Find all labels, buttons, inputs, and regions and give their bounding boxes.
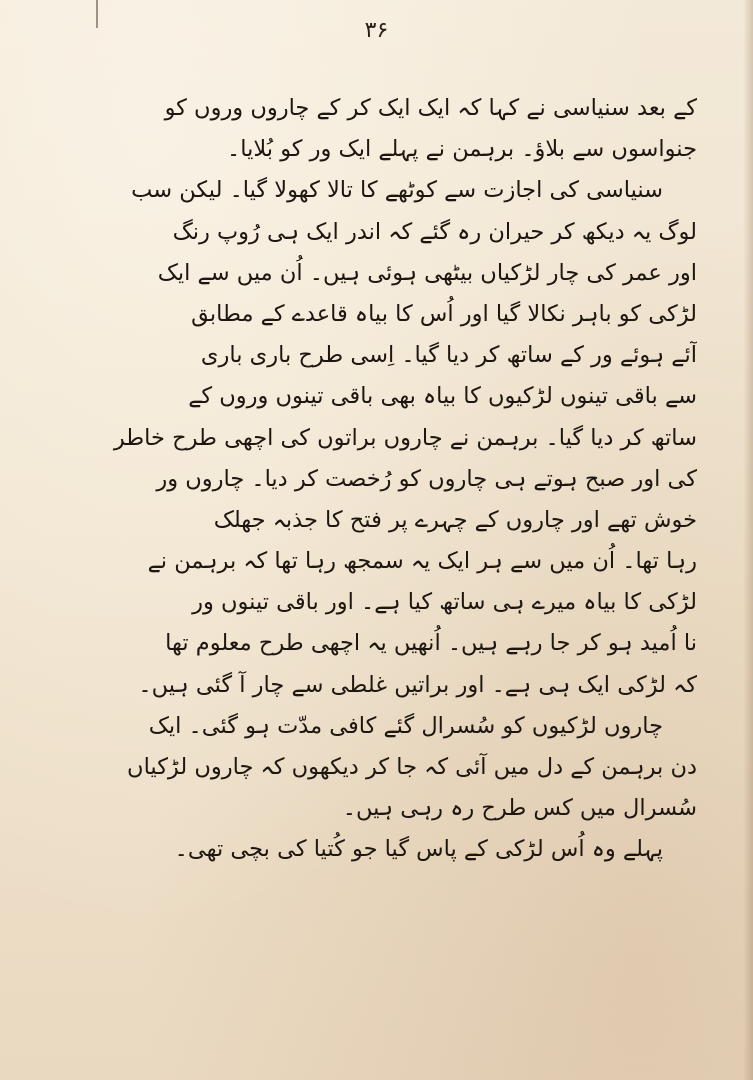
text-line: ساتھ کر دیا گیا۔ برہمن نے چاروں براتوں کی اچھی طرح خاطر bbox=[113, 424, 697, 451]
text-line: چاروں لڑکیوں کو سُسرال گئے کافی مدّت ہو گئی۔ ایک bbox=[148, 712, 663, 739]
text-line: سے باقی تینوں لڑکیوں کا بیاہ بھی باقی تینوں وروں کے bbox=[188, 383, 697, 410]
text-line: جنواسوں سے بلاؤ۔ برہمن نے پہلے ایک ور کو بُلایا۔ bbox=[227, 136, 697, 163]
text-line: آئے ہوئے ور کے ساتھ کر دیا گیا۔ اِسی طرح باری باری bbox=[200, 342, 697, 369]
text-line: لڑکی کو باہر نکالا گیا اور اُس کا بیاہ قاعدے کے مطابق bbox=[191, 300, 697, 327]
text-line: کہ لڑکی ایک ہی ہے۔ اور براتیں غلطی سے چار آ گئی ہیں۔ bbox=[138, 671, 697, 698]
text-line: رہا تھا۔ اُن میں سے ہر ایک یہ سمجھ رہا تھا کہ برہمن نے bbox=[147, 548, 697, 575]
text-line: اور عمر کی چار لڑکیاں بیٹھی ہوئی ہیں۔ اُن میں سے ایک bbox=[157, 259, 697, 286]
text-line: کے بعد سنیاسی نے کہا کہ ایک ایک کر کے چاروں وروں کو bbox=[164, 95, 697, 121]
text-line: لڑکی کا بیاہ میرے ہی ساتھ کیا ہے۔ اور باقی تینوں ور bbox=[192, 589, 697, 616]
text-line: سنیاسی کی اجازت سے کوٹھے کا تالا کھولا گیا۔ لیکن سب bbox=[131, 177, 663, 204]
text-line: لوگ یہ دیکھ کر حیران رہ گئے کہ اندر ایک ہی رُوپ رنگ bbox=[172, 218, 697, 245]
body-text bbox=[52, 88, 697, 988]
text-line: پہلے وہ اُس لڑکی کے پاس گیا جو کُتیا کی بچی تھی۔ bbox=[174, 836, 663, 863]
text-line: نا اُمید ہو کر جا رہے ہیں۔ اُنھیں یہ اچھی طرح معلوم تھا bbox=[165, 630, 697, 657]
page-number: ۳۶ bbox=[364, 18, 389, 43]
page-edge-shadow bbox=[743, 0, 753, 1080]
text-line: سُسرال میں کس طرح رہ رہی ہیں۔ bbox=[342, 795, 697, 822]
text-line: دن برہمن کے دل میں آئی کہ جا کر دیکھوں کہ چاروں لڑکیاں bbox=[127, 754, 697, 780]
text-line: خوش تھے اور چاروں کے چہرے پر فتح کا جذبہ جھلک bbox=[213, 506, 697, 533]
text-line: کی اور صبح ہوتے ہی چاروں کو رُخصت کر دیا۔ چاروں ور bbox=[156, 465, 697, 492]
